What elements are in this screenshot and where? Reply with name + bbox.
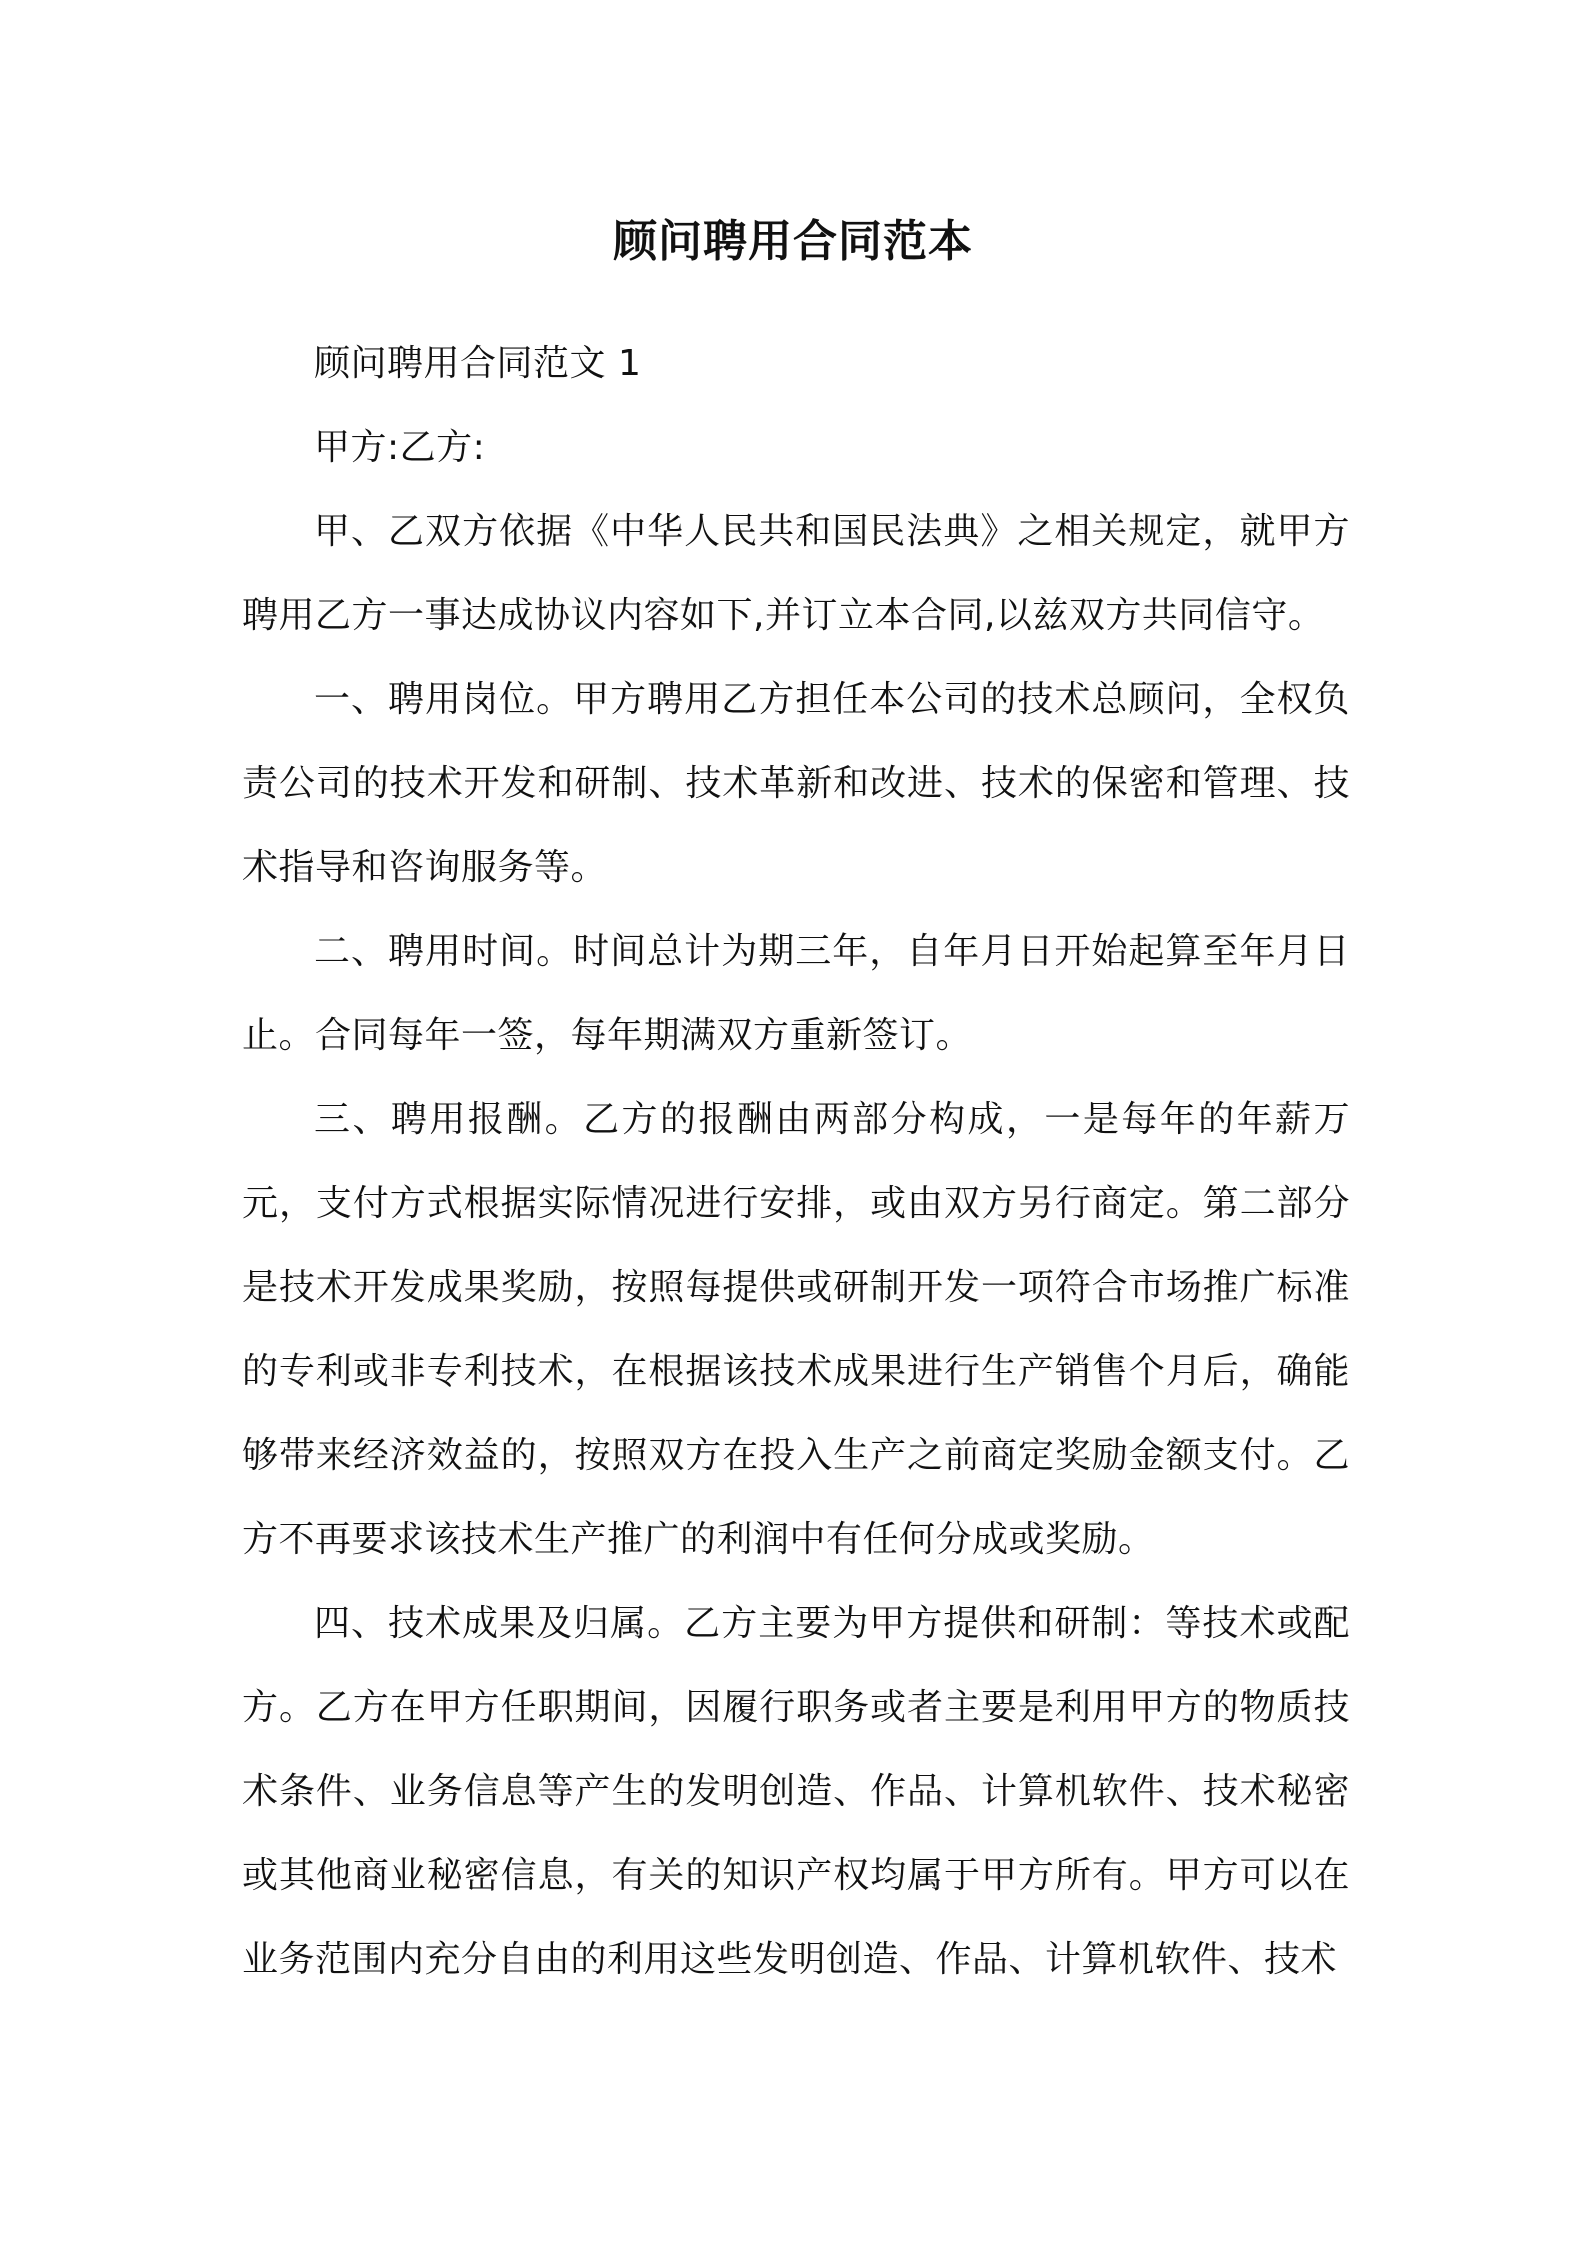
document-title: 顾问聘用合同范本 <box>613 216 973 267</box>
paragraph-clause-3: 三、聘用报酬。乙方的报酬由两部分构成，一是每年的年薪万元，支付方式根据实际情况进行安排，或由双方另行商定。第二部分是技术开发成果奖励，按照每提供或研制开发一项符合市场推广标准的专利或非专利技术，在根据该技术成果进行生产销售个月后，确能够带来经济效益的，按照双方在投入生产之前商定奖励金额支付。乙方不再要求该技术生产推广的利润中有任何分成或奖励。 <box>242 1099 1350 1560</box>
paragraph-clause-1: 一、聘用岗位。甲方聘用乙方担任本公司的技术总顾问，全权负责公司的技术开发和研制、技术革新和改进、技术的保密和管理、技术指导和咨询服务等。 <box>242 679 1350 888</box>
paragraph-preamble: 甲、乙双方依据《中华人民共和国民法典》之相关规定，就甲方聘用乙方一事达成协议内容如下,并订立本合同,以兹双方共同信守。 <box>242 511 1350 636</box>
document-body <box>242 322 1350 2002</box>
paragraph-clause-2: 二、聘用时间。时间总计为期三年，自年月日开始起算至年月日止。合同每年一签，每年期满双方重新签订。 <box>242 931 1350 1056</box>
paragraph-clause-4: 四、技术成果及归属。乙方主要为甲方提供和研制：等技术或配方。乙方在甲方任职期间，因履行职务或者主要是利用甲方的物质技术条件、业务信息等产生的发明创造、作品、计算机软件、技术秘密或其他商业秘密信息，有关的知识产权均属于甲方所有。甲方可以在业务范围内充分自由的利用这些发明创造、作品、计算机软件、技术 <box>242 1603 1350 1980</box>
paragraph-heading: 顾问聘用合同范文 1 <box>314 343 642 384</box>
paragraph-parties: 甲方:乙方: <box>314 427 486 468</box>
